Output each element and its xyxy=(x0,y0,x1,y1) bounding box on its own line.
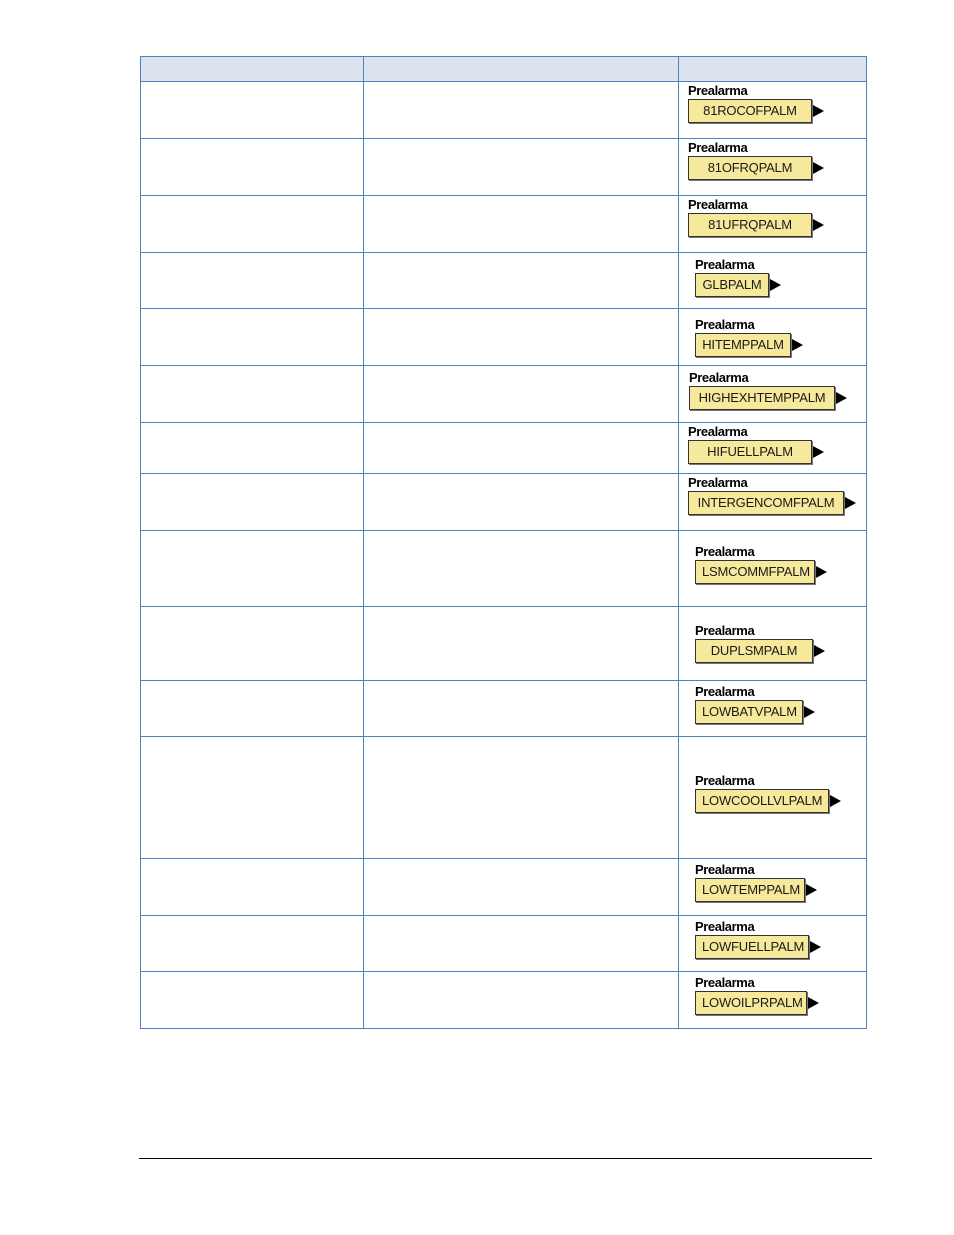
signal-box: LOWTEMPPALM xyxy=(695,878,805,902)
symbol-cell xyxy=(679,916,867,972)
header-cell-1 xyxy=(141,57,364,82)
signal-block xyxy=(695,624,825,663)
signal-label: Prealarma xyxy=(695,919,755,934)
description-cell xyxy=(364,423,679,474)
signal-label: Prealarma xyxy=(689,370,749,385)
symbol-cell xyxy=(679,474,867,531)
signal-block xyxy=(688,141,824,180)
description-cell xyxy=(364,607,679,681)
table-row xyxy=(141,737,867,859)
table-row xyxy=(141,916,867,972)
output-arrow-icon xyxy=(808,997,819,1009)
output-arrow-icon xyxy=(813,446,824,458)
signal-box: LOWFUELLPALM xyxy=(695,935,809,959)
signal-block xyxy=(695,976,819,1015)
name-cell xyxy=(141,916,364,972)
signal-label: Prealarma xyxy=(695,544,755,559)
signal-label: Prealarma xyxy=(688,197,748,212)
table-row xyxy=(141,972,867,1029)
table-row xyxy=(141,423,867,474)
signal-table xyxy=(140,56,867,1029)
signal-box: INTERGENCOMFPALM xyxy=(688,491,844,515)
signal-block xyxy=(688,198,824,237)
signal-box: LOWBATVPALM xyxy=(695,700,803,724)
footer-rule xyxy=(139,1158,872,1159)
symbol-cell xyxy=(679,309,867,366)
symbol-cell xyxy=(679,531,867,607)
signal-box: DUPLSMPALM xyxy=(695,639,813,663)
output-arrow-icon xyxy=(810,941,821,953)
symbol-cell xyxy=(679,607,867,681)
symbol-cell xyxy=(679,681,867,737)
symbol-cell xyxy=(679,139,867,196)
name-cell xyxy=(141,253,364,309)
signal-label: Prealarma xyxy=(688,83,748,98)
symbol-cell xyxy=(679,737,867,859)
output-arrow-icon xyxy=(813,105,824,117)
header-cell-3 xyxy=(679,57,867,82)
table-row xyxy=(141,139,867,196)
description-cell xyxy=(364,196,679,253)
table-row xyxy=(141,607,867,681)
header-cell-2 xyxy=(364,57,679,82)
description-cell xyxy=(364,139,679,196)
symbol-cell xyxy=(679,423,867,474)
description-cell xyxy=(364,474,679,531)
signal-block xyxy=(695,318,803,357)
signal-block xyxy=(695,774,841,813)
table-row xyxy=(141,253,867,309)
output-arrow-icon xyxy=(830,795,841,807)
signal-label: Prealarma xyxy=(695,257,755,272)
name-cell xyxy=(141,607,364,681)
name-cell xyxy=(141,859,364,916)
name-cell xyxy=(141,366,364,423)
name-cell xyxy=(141,196,364,253)
signal-label: Prealarma xyxy=(695,317,755,332)
signal-label: Prealarma xyxy=(688,475,748,490)
signal-block xyxy=(688,476,856,515)
name-cell xyxy=(141,139,364,196)
description-cell xyxy=(364,737,679,859)
output-arrow-icon xyxy=(804,706,815,718)
description-cell xyxy=(364,916,679,972)
description-cell xyxy=(364,681,679,737)
table-row xyxy=(141,681,867,737)
symbol-cell xyxy=(679,82,867,139)
signal-box: LSMCOMMFPALM xyxy=(695,560,815,584)
name-cell xyxy=(141,972,364,1029)
signal-block xyxy=(695,685,815,724)
signal-label: Prealarma xyxy=(695,862,755,877)
output-arrow-icon xyxy=(816,566,827,578)
signal-block xyxy=(688,425,824,464)
symbol-cell xyxy=(679,859,867,916)
table-header-row xyxy=(141,57,867,82)
name-cell xyxy=(141,423,364,474)
signal-block xyxy=(695,258,781,297)
description-cell xyxy=(364,366,679,423)
table-row xyxy=(141,82,867,139)
name-cell xyxy=(141,82,364,139)
signal-box: LOWCOOLLVLPALM xyxy=(695,789,829,813)
table-row xyxy=(141,196,867,253)
output-arrow-icon xyxy=(813,219,824,231)
output-arrow-icon xyxy=(836,392,847,404)
signal-block xyxy=(695,920,821,959)
output-arrow-icon xyxy=(792,339,803,351)
name-cell xyxy=(141,737,364,859)
signal-box: HITEMPPALM xyxy=(695,333,791,357)
signal-label: Prealarma xyxy=(695,975,755,990)
description-cell xyxy=(364,82,679,139)
name-cell xyxy=(141,309,364,366)
name-cell xyxy=(141,474,364,531)
output-arrow-icon xyxy=(770,279,781,291)
symbol-cell xyxy=(679,196,867,253)
description-cell xyxy=(364,309,679,366)
signal-block xyxy=(695,863,817,902)
output-arrow-icon xyxy=(813,162,824,174)
signal-box: 81UFRQPALM xyxy=(688,213,812,237)
signal-block xyxy=(688,84,824,123)
signal-box: HIFUELLPALM xyxy=(688,440,812,464)
signal-box: GLBPALM xyxy=(695,273,769,297)
description-cell xyxy=(364,859,679,916)
signal-box: 81OFRQPALM xyxy=(688,156,812,180)
signal-label: Prealarma xyxy=(695,773,755,788)
name-cell xyxy=(141,681,364,737)
description-cell xyxy=(364,531,679,607)
output-arrow-icon xyxy=(814,645,825,657)
output-arrow-icon xyxy=(845,497,856,509)
table-row xyxy=(141,309,867,366)
symbol-cell xyxy=(679,366,867,423)
symbol-cell xyxy=(679,253,867,309)
signal-block xyxy=(689,371,847,410)
table-row xyxy=(141,366,867,423)
symbol-cell xyxy=(679,972,867,1029)
signal-label: Prealarma xyxy=(688,424,748,439)
description-cell xyxy=(364,972,679,1029)
table-row xyxy=(141,859,867,916)
name-cell xyxy=(141,531,364,607)
signal-label: Prealarma xyxy=(695,684,755,699)
table-row xyxy=(141,531,867,607)
table-row xyxy=(141,474,867,531)
description-cell xyxy=(364,253,679,309)
output-arrow-icon xyxy=(806,884,817,896)
signal-box: 81ROCOFPALM xyxy=(688,99,812,123)
signal-box: HIGHEXHTEMPPALM xyxy=(689,386,835,410)
signal-label: Prealarma xyxy=(688,140,748,155)
signal-box: LOWOILPRPALM xyxy=(695,991,807,1015)
signal-label: Prealarma xyxy=(695,623,755,638)
signal-block xyxy=(695,545,827,584)
